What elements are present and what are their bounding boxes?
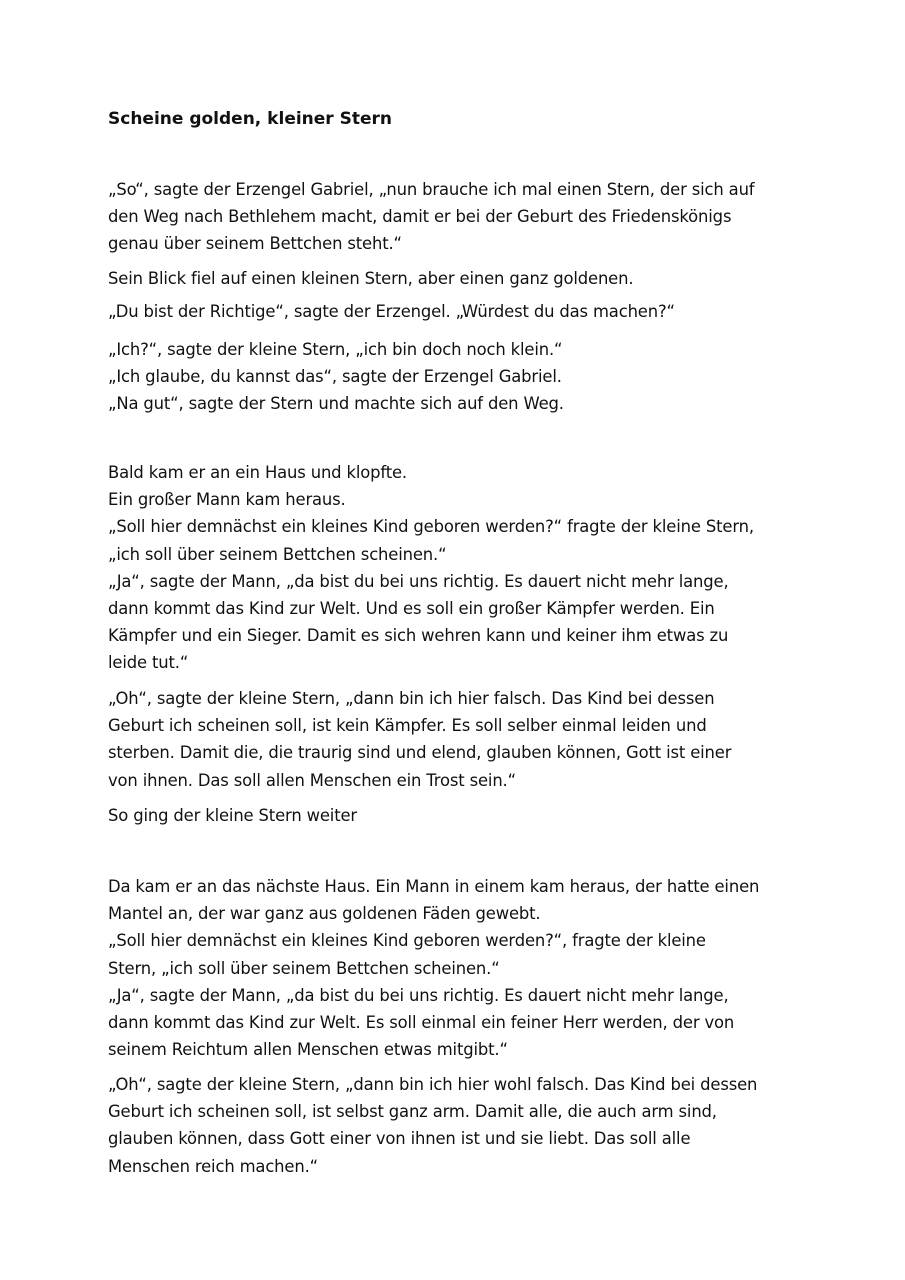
text-line: seinem Reichtum allen Menschen etwas mitgibt.“ xyxy=(108,1040,508,1060)
section1-paragraph1 xyxy=(108,176,808,258)
text-line: „Ich?“, sagte der kleine Stern, „ich bin doch noch klein.“ xyxy=(108,340,563,359)
text-line: Ein großer Mann kam heraus. xyxy=(108,490,346,510)
section3-paragraph1 xyxy=(108,873,808,1063)
text-line: genau über seinem Bettchen steht.“ xyxy=(108,234,402,254)
text-line: „ich soll über seinem Bettchen scheinen.“ xyxy=(108,544,447,564)
text-line: von ihnen. Das soll allen Menschen ein Trost sein.“ xyxy=(108,770,516,790)
text-line: „Soll hier demnächst ein kleines Kind geboren werden?“, fragte der kleine xyxy=(108,931,706,951)
document-title: Scheine golden, kleiner Stern xyxy=(108,109,392,129)
text-line: „So“, sagte der Erzengel Gabriel, „nun brauche ich mal einen Stern, der sich auf xyxy=(108,180,755,199)
text-line: Bald kam er an ein Haus und klopfte. xyxy=(108,463,407,482)
text-line: den Weg nach Bethlehem macht, damit er bei der Geburt des Friedenskönigs xyxy=(108,207,732,227)
section2-paragraph1 xyxy=(108,459,808,677)
text-line: Geburt ich scheinen soll, ist selbst ganz arm. Damit alle, die auch arm sind, xyxy=(108,1102,717,1122)
text-line: „Soll hier demnächst ein kleines Kind geboren werden?“ fragte der kleine Stern, xyxy=(108,517,754,537)
text-line: Geburt ich scheinen soll, ist kein Kämpfer. Es soll selber einmal leiden und xyxy=(108,716,707,736)
section1-paragraph2 xyxy=(108,265,808,292)
text-line: Da kam er an das nächste Haus. Ein Mann in einem kam heraus, der hatte einen xyxy=(108,877,760,896)
section3-paragraph2 xyxy=(108,1071,808,1180)
section1-paragraph3 xyxy=(108,298,808,325)
text-line: dann kommt das Kind zur Welt. Es soll einmal ein feiner Herr werden, der von xyxy=(108,1013,735,1033)
text-line: So ging der kleine Stern weiter xyxy=(108,806,358,825)
text-line: glauben können, dass Gott einer von ihnen ist und sie liebt. Das soll alle xyxy=(108,1129,691,1149)
text-line: Sein Blick fiel auf einen kleinen Stern, aber einen ganz goldenen. xyxy=(108,269,634,288)
text-line: leide tut.“ xyxy=(108,653,189,673)
text-line: Stern, „ich soll über seinem Bettchen scheinen.“ xyxy=(108,958,500,978)
text-line: dann kommt das Kind zur Welt. Und es soll ein großer Kämpfer werden. Ein xyxy=(108,599,715,619)
text-line: Kämpfer und ein Sieger. Damit es sich wehren kann und keiner ihm etwas zu xyxy=(108,626,729,646)
text-line: sterben. Damit die, die traurig sind und elend, glauben können, Gott ist einer xyxy=(108,743,732,763)
text-line: „Oh“, sagte der kleine Stern, „dann bin ich hier wohl falsch. Das Kind bei dessen xyxy=(108,1075,758,1094)
text-line: „Ja“, sagte der Mann, „da bist du bei uns richtig. Es dauert nicht mehr lange, xyxy=(108,571,729,591)
section2-paragraph3 xyxy=(108,802,808,829)
text-line: „Oh“, sagte der kleine Stern, „dann bin ich hier falsch. Das Kind bei dessen xyxy=(108,689,715,708)
section1-paragraph4 xyxy=(108,336,808,418)
text-line: Mantel an, der war ganz aus goldenen Fäden gewebt. xyxy=(108,904,541,924)
text-line: „Ich glaube, du kannst das“, sagte der Erzengel Gabriel. xyxy=(108,367,562,387)
text-line: „Du bist der Richtige“, sagte der Erzengel. „Würdest du das machen?“ xyxy=(108,302,675,321)
section2-paragraph2 xyxy=(108,685,808,794)
text-line: „Ja“, sagte der Mann, „da bist du bei uns richtig. Es dauert nicht mehr lange, xyxy=(108,985,729,1005)
text-line: „Na gut“, sagte der Stern und machte sich auf den Weg. xyxy=(108,394,564,414)
text-line: Menschen reich machen.“ xyxy=(108,1156,318,1176)
